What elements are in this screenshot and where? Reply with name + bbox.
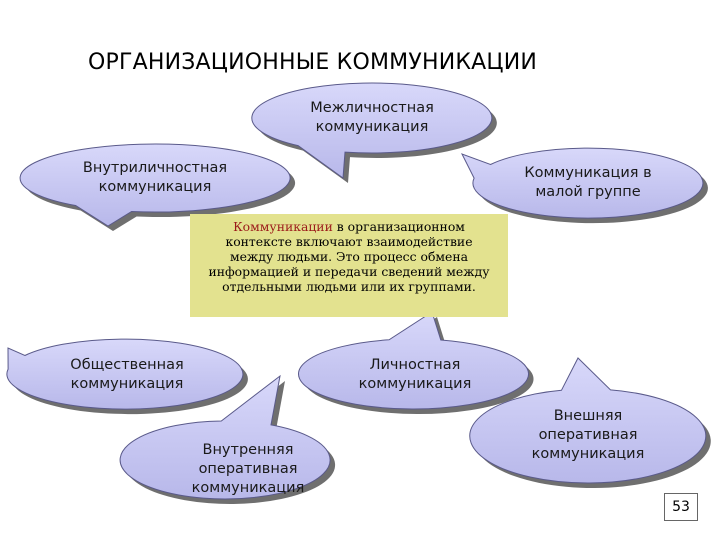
- center-line-2: контексте включают взаимодействие: [225, 234, 473, 249]
- center-line-4: информацией и передачи сведений между: [208, 264, 490, 279]
- bubble-interpersonal-text: Межличностная коммуникация: [310, 100, 434, 135]
- bubble-intrapersonal-text: Внутриличностная коммуникация: [82, 160, 228, 195]
- keyword-communications: Коммуникации: [233, 219, 333, 234]
- center-line-5: отдельными людьми или их группами.: [222, 279, 476, 294]
- bubble-external-operational-text: Внешняя оперативная коммуникация: [531, 408, 645, 462]
- center-line-1: в организационном: [332, 219, 465, 234]
- bubble-internal-operational-text: Внутренняя оперативная коммуникация: [191, 442, 305, 496]
- slide-title: ОРГАНИЗАЦИОННЫЕ КОММУНИКАЦИИ: [88, 50, 538, 75]
- page-number: 53: [664, 493, 698, 521]
- bubble-public-text: Общественная коммуникация: [70, 357, 184, 392]
- bubble-small-group-text: Коммуникация в малой группе: [524, 165, 652, 200]
- center-line-3: между людьми. Это процесс обмена: [229, 249, 469, 264]
- bubble-personal-text: Личностная коммуникация: [358, 357, 472, 392]
- center-definition-box: [190, 214, 508, 317]
